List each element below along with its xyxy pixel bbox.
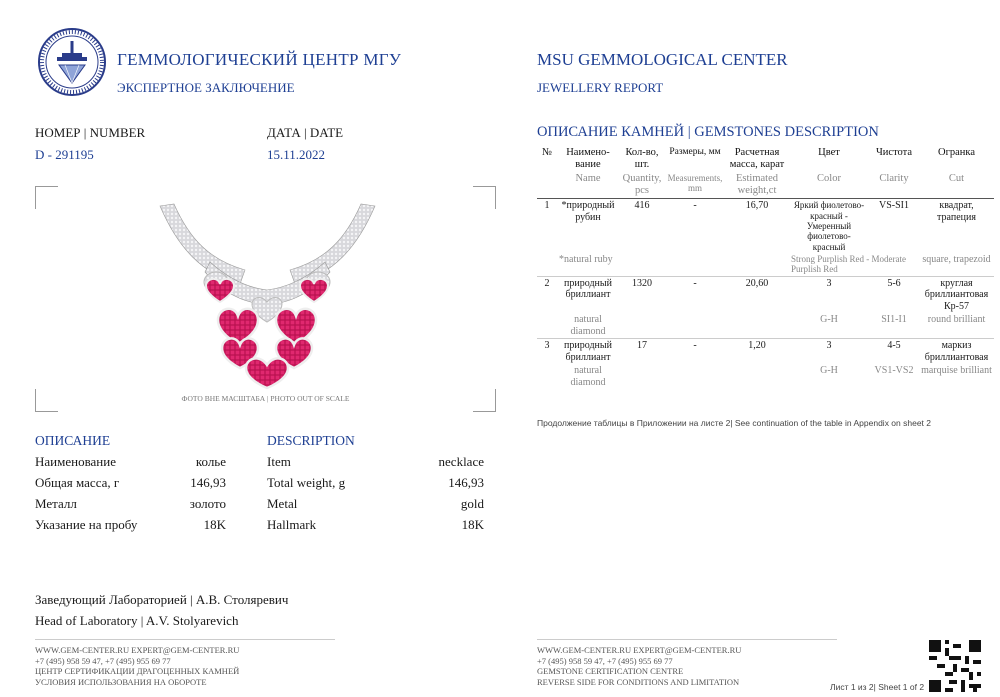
description-title-ru: ОПИСАНИЕ bbox=[35, 433, 111, 448]
header-cell: Цвет bbox=[818, 147, 840, 158]
cell-cut: квадрат, трапеция bbox=[937, 200, 976, 223]
table-row-en bbox=[537, 364, 994, 389]
header-cell: Кол-во, шт. bbox=[625, 147, 659, 171]
desc-label-en: Item bbox=[267, 454, 291, 469]
desc-value-ru: 18K bbox=[203, 517, 226, 532]
header-cell: Measurements, mm bbox=[665, 172, 725, 199]
header-cell: Color bbox=[789, 172, 869, 199]
cell-weight: 1,20 bbox=[748, 340, 766, 352]
cell-qty: 17 bbox=[637, 340, 647, 352]
header-cell: Clarity bbox=[869, 172, 919, 199]
desc-value-en: necklace bbox=[438, 454, 484, 469]
cell-qty: 1320 bbox=[632, 277, 652, 289]
cell-clarity-en: SI1-I1 bbox=[869, 313, 919, 339]
desc-label-en: Metal bbox=[267, 496, 298, 511]
number-value: D - 291195 bbox=[35, 147, 94, 162]
photo-note: ФОТО ВНЕ МАСШТАБА | PHOTO OUT OF SCALE bbox=[181, 394, 350, 403]
signature-en: Head of Laboratory | A.V. Stolyarevich bbox=[35, 613, 239, 628]
desc-value-ru: золото bbox=[189, 496, 226, 511]
header-cell: Наимено-вание bbox=[566, 147, 610, 171]
cell-cut: круглая бриллиантовая Кр-57 bbox=[924, 277, 989, 312]
footer-right bbox=[537, 645, 741, 687]
desc-label-ru: Общая масса, г bbox=[35, 475, 120, 490]
continuation-note: Продолжение таблицы в Приложении на листе 2| See continuation of the table in Appendix on sheet 2 bbox=[537, 418, 932, 428]
cell-name-en: natural diamond bbox=[557, 313, 619, 339]
qr-code-icon[interactable] bbox=[929, 640, 981, 692]
table-row bbox=[537, 199, 994, 253]
header-cell: Name bbox=[557, 172, 619, 199]
cell-no: 3 bbox=[544, 340, 550, 352]
table-header-en bbox=[537, 172, 994, 199]
desc-label-ru: Указание на пробу bbox=[35, 517, 138, 532]
cell-size: - bbox=[693, 200, 697, 212]
cell-color-en: G-H bbox=[789, 313, 869, 339]
table-row-en bbox=[537, 313, 994, 339]
header-cell: Размеры, мм bbox=[669, 147, 721, 157]
footer-line: GEMSTONE CERTIFICATION CENTRE bbox=[537, 666, 684, 676]
msu-logo-seal-icon bbox=[37, 27, 107, 97]
number-label: НОМЕР | NUMBER bbox=[35, 125, 146, 140]
header-cell: Quantity, pcs bbox=[619, 172, 665, 199]
gems-table bbox=[537, 146, 994, 389]
cell-name: природный бриллиант bbox=[564, 277, 612, 301]
cell-cut-en: round brilliant bbox=[919, 313, 994, 339]
cell-cut-en: marquise brilliant bbox=[921, 365, 992, 377]
desc-label-ru: Металл bbox=[35, 496, 77, 511]
cell-name: *природный рубин bbox=[561, 200, 615, 223]
footer-line: УСЛОВИЯ ИСПОЛЬЗОВАНИЯ НА ОБОРОТЕ bbox=[35, 676, 207, 687]
desc-value-en: gold bbox=[460, 496, 484, 511]
cell-color: 3 bbox=[826, 277, 832, 289]
header-cell: Расчетная масса, карат bbox=[729, 147, 785, 171]
table-row bbox=[537, 339, 994, 365]
date-label: ДАТА | DATE bbox=[267, 125, 344, 140]
header-cell: Estimated weight,ct bbox=[725, 172, 789, 199]
description-title-en: DESCRIPTION bbox=[267, 433, 355, 448]
header-cell bbox=[537, 172, 557, 199]
cell-cut-en: square, trapezoid bbox=[919, 253, 994, 276]
cell-no: 2 bbox=[544, 277, 550, 289]
footer-line: +7 (495) 958 59 47, +7 (495) 955 69 77 bbox=[35, 655, 171, 666]
gems-title: ОПИСАНИЕ КАМНЕЙ | GEMSTONES DESCRIPTION bbox=[537, 124, 879, 140]
cell-qty: 416 bbox=[634, 200, 650, 212]
cell-color: Яркий фиолетово-красный - Умеренный фиолетово-красный bbox=[793, 200, 865, 252]
subtitle-ru: ЭКСПЕРТНОЕ ЗАКЛЮЧЕНИЕ bbox=[117, 80, 295, 95]
desc-label-en: Hallmark bbox=[267, 517, 317, 532]
cell-weight: 16,70 bbox=[745, 200, 769, 212]
cell-name-en: natural diamond bbox=[570, 365, 606, 388]
desc-value-ru: колье bbox=[195, 454, 226, 469]
cell-size: - bbox=[693, 340, 697, 352]
subtitle-en: JEWELLERY REPORT bbox=[537, 80, 664, 95]
cell-no: 1 bbox=[544, 200, 550, 212]
desc-value-ru: 146,93 bbox=[190, 475, 226, 490]
cell-name: природный бриллиант bbox=[564, 340, 612, 363]
sheet-label: Лист 1 из 2| Sheet 1 of 2 bbox=[830, 682, 925, 692]
header-cell: № bbox=[541, 147, 553, 158]
header-cell: Чистота bbox=[875, 147, 913, 158]
footer-line: WWW.GEM-CENTER.RU EXPERT@GEM-CENTER.RU bbox=[537, 645, 742, 655]
cell-color: 3 bbox=[826, 340, 832, 352]
cell-color-en: Strong Purplish Red - Moderate Purplish Red bbox=[789, 253, 919, 276]
desc-value-en: 18K bbox=[461, 517, 484, 532]
necklace-photo bbox=[150, 200, 385, 390]
footer-line: REVERSE SIDE FOR CONDITIONS AND LIMITATION bbox=[537, 676, 740, 687]
header-cell: Cut bbox=[919, 172, 994, 199]
table-header-ru bbox=[537, 146, 994, 172]
cell-color-en: G-H bbox=[820, 365, 838, 377]
footer-divider-left bbox=[35, 639, 335, 640]
cell-clarity: VS-SI1 bbox=[878, 200, 909, 212]
desc-label-en: Total weight, g bbox=[267, 475, 346, 490]
desc-value-en: 146,93 bbox=[448, 475, 484, 490]
title-en: MSU GEMMOLOGICAL CENTER bbox=[537, 50, 788, 69]
date-value: 15.11.2022 bbox=[267, 147, 326, 162]
cell-cut: маркиз бриллиантовая bbox=[924, 340, 989, 363]
cell-name-en: *natural ruby bbox=[557, 253, 665, 276]
footer-line: WWW.GEM-CENTER.RU EXPERT@GEM-CENTER.RU bbox=[35, 645, 240, 655]
cell-weight: 20,60 bbox=[745, 277, 769, 289]
footer-divider-right bbox=[537, 639, 837, 640]
signature-ru: Заведующий Лабораторией | А.В. Столяревич bbox=[35, 592, 289, 607]
header-cell: Огранка bbox=[937, 147, 976, 158]
footer-line: ЦЕНТР СЕРТИФИКАЦИИ ДРАГОЦЕННЫХ КАМНЕЙ bbox=[35, 666, 240, 676]
cell-clarity: 4-5 bbox=[887, 340, 901, 352]
cell-clarity-en: VS1-VS2 bbox=[874, 365, 914, 377]
cell-clarity: 5-6 bbox=[887, 277, 901, 289]
title-ru: ГЕММОЛОГИЧЕСКИЙ ЦЕНТР МГУ bbox=[117, 50, 402, 69]
cell-size: - bbox=[693, 277, 697, 289]
table-row-en bbox=[537, 253, 994, 276]
footer-line: +7 (495) 958 59 47, +7 (495) 955 69 77 bbox=[537, 655, 673, 666]
table-row bbox=[537, 276, 994, 313]
desc-label-ru: Наименование bbox=[35, 454, 116, 469]
footer-left bbox=[35, 645, 239, 687]
